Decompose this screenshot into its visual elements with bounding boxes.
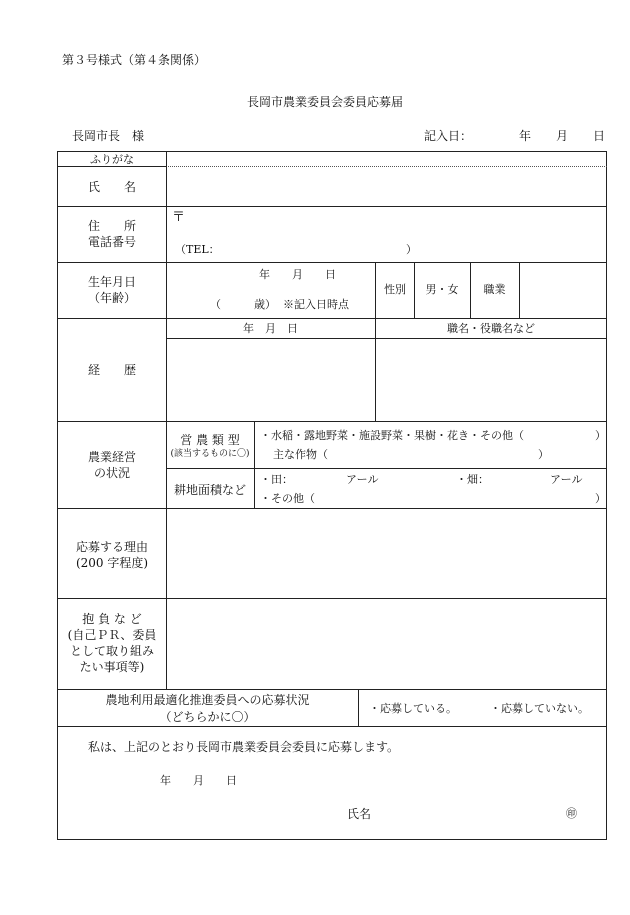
farm-type-options[interactable]: ・水稲・露地野菜・施設野菜・果樹・花き・その他（ [260,429,524,442]
other-label: ・その他（ [260,492,315,505]
career-date-header: 年 月 日 [243,322,298,335]
entry-date-day: 日 [593,129,606,143]
other-close: ） [595,492,606,505]
declaration-date: 年 月 日 [160,774,237,787]
area-label: 耕地面積など [173,483,246,497]
reason-label: 応募する理由 [75,540,148,554]
tel-close: ） [406,243,417,256]
other-area-field[interactable] [318,490,590,506]
farm-type-close: ） [595,429,606,442]
promo-note: （どちらかに〇） [159,710,256,724]
promo-label: 農地利用最適化推進委員への応募状況 [105,693,310,707]
aspiration-note-3: たい事項等) [79,660,145,674]
name-field[interactable] [168,168,606,205]
addressee: 長岡市長 様 [72,129,145,143]
aspiration-field[interactable] [168,600,606,688]
paddy-unit: アール [346,473,379,486]
career-label: 経 歴 [87,363,136,377]
paddy-label: ・田： [260,473,293,486]
name-label: 氏 名 [87,180,136,194]
address-field[interactable] [190,208,600,238]
occupation-label: 職業 [483,283,506,296]
entry-date-year: 年 [519,129,532,143]
farm-type-note: (該当するものに〇) [170,449,250,459]
age-note: ※記入日時点 [283,298,349,311]
aspiration-note-1: (自己ＰＲ、委員 [67,628,157,642]
form-title: 長岡市農業委員会委員応募届 [247,95,404,109]
field-label: ・畑： [456,473,489,486]
address-label: 住 所 [87,219,136,233]
age-text: （ 歳） [210,298,276,311]
promo-option-applied[interactable]: ・応募している。 [369,702,457,715]
postal-mark: 〒 [172,210,186,225]
main-crop-close: ） [538,448,549,461]
sex-options[interactable]: 男・女 [425,283,459,296]
signature-label: 氏名 [347,807,372,821]
career-post-header: 職名・役職名など [447,322,535,335]
declaration-text: 私は、上記のとおり長岡市農業委員会委員に応募します。 [88,740,400,754]
age-label: （年齢） [87,291,136,305]
farm-status-label-2: の状況 [93,466,130,480]
career-dates-field[interactable] [168,340,373,419]
promo-option-not-applied[interactable]: ・応募していない。 [490,702,589,715]
farm-type-label: 営 農 類 型 [180,433,240,447]
birth-ymd: 年 月 日 [259,268,336,281]
aspiration-note-2: として取り組み [69,644,154,658]
birth-label: 生年月日 [87,275,136,289]
occupation-field[interactable] [521,264,605,316]
main-crop-label: 主な作物（ [273,448,328,461]
reason-note: (200 字程度) [75,556,149,570]
sex-label: 性別 [384,283,406,296]
birth-date-field[interactable] [170,265,370,315]
entry-date-month: 月 [556,129,569,143]
form-number: 第３号様式（第４条関係） [62,53,207,67]
paddy-area-field[interactable] [290,471,342,487]
aspiration-label: 抱 負 な ど [82,612,142,626]
signature-field[interactable] [380,802,560,822]
farm-status-label: 農業経営 [87,450,136,464]
furigana-label: ふりがな [90,153,134,166]
tel-field[interactable] [215,240,403,258]
entry-date-label: 記入日： [424,129,473,143]
main-crop-field[interactable] [335,446,533,462]
furigana-field[interactable] [168,152,606,165]
field-area-field[interactable] [490,471,546,487]
phone-label: 電話番号 [87,235,136,249]
seal-mark: ㊞ [566,807,577,820]
reason-field[interactable] [168,510,606,597]
field-unit: アール [550,473,583,486]
tel-open: （TEL： [175,243,220,256]
career-posts-field[interactable] [377,340,605,419]
